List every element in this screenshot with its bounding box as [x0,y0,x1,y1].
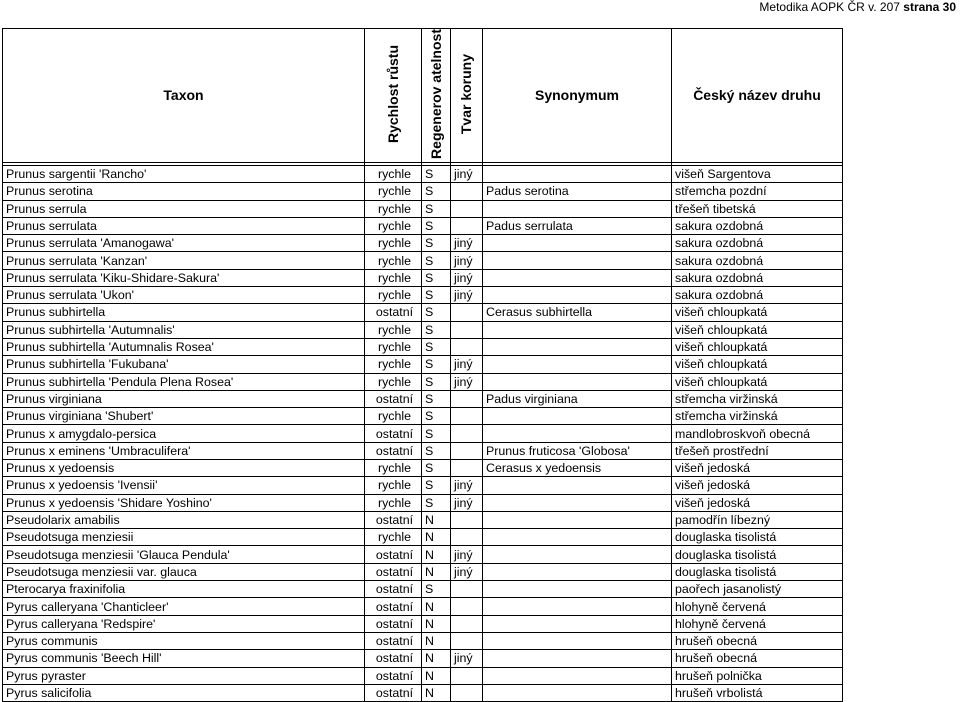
cell-regeneration: S [422,494,451,511]
column-header-czech-label: Český název druhu [693,87,821,104]
cell-regeneration: S [422,356,451,373]
cell-regeneration: S [422,338,451,355]
table-row [3,235,843,252]
cell-crown-shape: jiný [451,563,483,580]
cell-growth-rate: ostatní [365,546,422,563]
cell-regeneration: S [422,252,451,269]
cell-crown-shape: jiný [451,287,483,304]
document-title: Metodika AOPK ČR [759,0,865,14]
table-row [3,494,843,511]
cell-czech-name: třešeň prostřední [672,442,843,459]
cell-regeneration: N [422,632,451,649]
cell-czech-name: hrušeň polnička [672,667,843,684]
cell-czech-name: višeň jedoská [672,494,843,511]
cell-crown-shape [451,200,483,217]
table-row [3,217,843,234]
cell-regeneration: N [422,511,451,528]
cell-regeneration: S [422,200,451,217]
table-row [3,373,843,390]
cell-regeneration: S [422,373,451,390]
cell-czech-name: paořech jasanolistý [672,581,843,598]
table-body [3,165,843,701]
cell-growth-rate: rychle [365,165,422,182]
cell-growth-rate: rychle [365,252,422,269]
cell-synonym [483,408,672,425]
cell-taxon: Prunus virginiana [3,390,365,407]
cell-crown-shape [451,217,483,234]
cell-growth-rate: rychle [365,321,422,338]
cell-czech-name: višeň chloupkatá [672,338,843,355]
page-header [759,0,956,14]
cell-crown-shape [451,425,483,442]
cell-growth-rate: ostatní [365,304,422,321]
cell-growth-rate: rychle [365,217,422,234]
page-number: strana 30 [903,0,956,14]
cell-taxon: Prunus x amygdalo-persica [3,425,365,442]
cell-growth-rate: rychle [365,269,422,286]
table-row [3,425,843,442]
cell-taxon: Pseudotsuga menziesii var. glauca [3,563,365,580]
cell-crown-shape: jiný [451,252,483,269]
cell-regeneration: S [422,165,451,182]
cell-synonym [483,373,672,390]
cell-crown-shape [451,459,483,476]
cell-czech-name: hlohyně červená [672,615,843,632]
table-row [3,511,843,528]
cell-crown-shape [451,390,483,407]
cell-growth-rate: ostatní [365,581,422,598]
table-row [3,684,843,701]
cell-taxon: Pyrus pyraster [3,667,365,684]
cell-growth-rate: ostatní [365,684,422,701]
cell-regeneration: S [422,287,451,304]
cell-crown-shape: jiný [451,373,483,390]
cell-synonym: Padus virginiana [483,390,672,407]
cell-crown-shape: jiný [451,235,483,252]
cell-synonym [483,615,672,632]
column-header-synonym-label: Synonymum [534,87,619,104]
cell-growth-rate: ostatní [365,425,422,442]
cell-regeneration: N [422,650,451,667]
cell-crown-shape: jiný [451,650,483,667]
table-row [3,390,843,407]
cell-czech-name: střemcha viržinská [672,408,843,425]
cell-synonym [483,529,672,546]
document-version: v. 207 [868,0,900,14]
cell-synonym [483,581,672,598]
cell-synonym [483,356,672,373]
column-header-growth [365,29,422,163]
cell-czech-name: hlohyně červená [672,598,843,615]
cell-synonym [483,338,672,355]
cell-regeneration: S [422,477,451,494]
cell-taxon: Pseudolarix amabilis [3,511,365,528]
cell-regeneration: S [422,425,451,442]
cell-taxon: Prunus serrulata 'Amanogawa' [3,235,365,252]
table-row [3,408,843,425]
cell-crown-shape [451,183,483,200]
cell-regeneration: S [422,390,451,407]
cell-growth-rate: ostatní [365,650,422,667]
cell-growth-rate: rychle [365,183,422,200]
cell-synonym [483,269,672,286]
cell-growth-rate: rychle [365,200,422,217]
cell-taxon: Pyrus communis [3,632,365,649]
cell-regeneration: S [422,269,451,286]
cell-czech-name: hrušeň obecná [672,632,843,649]
table-row [3,304,843,321]
cell-regeneration: S [422,183,451,200]
cell-crown-shape [451,684,483,701]
cell-synonym [483,287,672,304]
cell-czech-name: višeň chloupkatá [672,373,843,390]
cell-crown-shape: jiný [451,494,483,511]
cell-taxon: Prunus subhirtella [3,304,365,321]
cell-synonym [483,477,672,494]
cell-synonym [483,684,672,701]
cell-czech-name: višeň chloupkatá [672,356,843,373]
cell-growth-rate: ostatní [365,511,422,528]
cell-regeneration: S [422,217,451,234]
cell-czech-name: višeň Sargentova [672,165,843,182]
cell-czech-name: višeň jedoská [672,477,843,494]
cell-taxon: Prunus x yedoensis 'Ivensii' [3,477,365,494]
cell-regeneration: S [422,459,451,476]
cell-crown-shape: jiný [451,269,483,286]
cell-taxon: Prunus subhirtella 'Pendula Plena Rosea' [3,373,365,390]
cell-growth-rate: rychle [365,338,422,355]
cell-growth-rate: ostatní [365,632,422,649]
table-row [3,563,843,580]
cell-growth-rate: ostatní [365,598,422,615]
cell-crown-shape: jiný [451,165,483,182]
table-row [3,165,843,182]
column-header-crown-label: Tvar koruny [458,53,474,135]
cell-synonym [483,563,672,580]
cell-synonym: Cerasus x yedoensis [483,459,672,476]
cell-taxon: Pterocarya fraxinifolia [3,581,365,598]
cell-czech-name: pamodřín líbezný [672,511,843,528]
cell-taxon: Prunus sargentii 'Rancho' [3,165,365,182]
cell-regeneration: N [422,615,451,632]
cell-crown-shape [451,338,483,355]
cell-synonym [483,200,672,217]
cell-synonym: Prunus fruticosa 'Globosa' [483,442,672,459]
cell-crown-shape [451,598,483,615]
table-row [3,529,843,546]
cell-growth-rate: rychle [365,494,422,511]
table-row [3,546,843,563]
cell-czech-name: višeň chloupkatá [672,304,843,321]
cell-synonym: Padus serrulata [483,217,672,234]
cell-crown-shape [451,321,483,338]
cell-synonym [483,235,672,252]
cell-taxon: Prunus serrulata [3,217,365,234]
cell-synonym: Padus serotina [483,183,672,200]
cell-regeneration: S [422,304,451,321]
cell-growth-rate: ostatní [365,563,422,580]
cell-czech-name: sakura ozdobná [672,269,843,286]
cell-taxon: Prunus serrula [3,200,365,217]
cell-growth-rate: ostatní [365,615,422,632]
table-row [3,252,843,269]
cell-synonym [483,667,672,684]
taxa-table [2,28,843,702]
column-header-growth-label: Rychlost růstu [384,44,401,143]
cell-czech-name: střemcha pozdní [672,183,843,200]
column-header-taxon-label: Taxon [163,87,204,104]
cell-synonym [483,546,672,563]
cell-regeneration: S [422,408,451,425]
table-header-row [3,29,843,163]
cell-taxon: Pyrus calleryana 'Chanticleer' [3,598,365,615]
cell-taxon: Prunus serrulata 'Ukon' [3,287,365,304]
cell-growth-rate: rychle [365,235,422,252]
table-row [3,477,843,494]
cell-taxon: Pyrus salicifolia [3,684,365,701]
cell-crown-shape: jiný [451,356,483,373]
cell-taxon: Prunus serrulata 'Kanzan' [3,252,365,269]
cell-regeneration: N [422,598,451,615]
table-row [3,321,843,338]
cell-taxon: Prunus subhirtella 'Autumnalis Rosea' [3,338,365,355]
cell-regeneration: N [422,529,451,546]
cell-taxon: Prunus virginiana 'Shubert' [3,408,365,425]
cell-synonym [483,165,672,182]
table-row [3,442,843,459]
column-header-regen [422,29,451,163]
cell-taxon: Prunus serrulata 'Kiku-Shidare-Sakura' [3,269,365,286]
cell-taxon: Prunus subhirtella 'Fukubana' [3,356,365,373]
cell-regeneration: N [422,563,451,580]
cell-crown-shape [451,632,483,649]
column-header-taxon [3,29,365,163]
column-header-crown [451,29,483,163]
cell-crown-shape [451,304,483,321]
cell-regeneration: S [422,321,451,338]
table-row [3,287,843,304]
column-header-regen-label: Regenerov atelnost [427,29,444,159]
cell-synonym [483,252,672,269]
table-row [3,200,843,217]
cell-growth-rate: ostatní [365,667,422,684]
table-row [3,356,843,373]
cell-czech-name: sakura ozdobná [672,217,843,234]
cell-crown-shape [451,581,483,598]
cell-synonym [483,321,672,338]
cell-czech-name: hrušeň obecná [672,650,843,667]
table-row [3,650,843,667]
cell-growth-rate: ostatní [365,390,422,407]
cell-czech-name: douglaska tisolistá [672,546,843,563]
cell-czech-name: douglaska tisolistá [672,529,843,546]
cell-synonym [483,598,672,615]
cell-regeneration: N [422,684,451,701]
column-header-synonym [483,29,672,163]
table-row [3,269,843,286]
cell-growth-rate: rychle [365,477,422,494]
column-header-czech [672,29,843,163]
cell-regeneration: N [422,546,451,563]
cell-synonym [483,650,672,667]
table-row [3,581,843,598]
cell-czech-name: sakura ozdobná [672,235,843,252]
cell-growth-rate: ostatní [365,442,422,459]
cell-regeneration: S [422,581,451,598]
cell-crown-shape: jiný [451,477,483,494]
cell-taxon: Prunus x yedoensis [3,459,365,476]
table-row [3,615,843,632]
cell-growth-rate: rychle [365,459,422,476]
cell-czech-name: douglaska tisolistá [672,563,843,580]
table-row [3,632,843,649]
cell-taxon: Pyrus calleryana 'Redspire' [3,615,365,632]
cell-growth-rate: rychle [365,529,422,546]
cell-regeneration: S [422,442,451,459]
cell-synonym [483,425,672,442]
cell-regeneration: N [422,667,451,684]
cell-taxon: Prunus subhirtella 'Autumnalis' [3,321,365,338]
cell-crown-shape [451,442,483,459]
cell-czech-name: střemcha viržinská [672,390,843,407]
cell-crown-shape: jiný [451,546,483,563]
cell-synonym [483,632,672,649]
cell-growth-rate: rychle [365,408,422,425]
cell-czech-name: sakura ozdobná [672,252,843,269]
cell-taxon: Prunus serotina [3,183,365,200]
table-row [3,338,843,355]
cell-taxon: Pyrus communis 'Beech Hill' [3,650,365,667]
cell-crown-shape [451,529,483,546]
cell-taxon: Pseudotsuga menziesii 'Glauca Pendula' [3,546,365,563]
table-row [3,183,843,200]
cell-taxon: Prunus x yedoensis 'Shidare Yoshino' [3,494,365,511]
cell-synonym [483,494,672,511]
cell-synonym [483,511,672,528]
cell-growth-rate: rychle [365,373,422,390]
table-row [3,598,843,615]
table-row [3,459,843,476]
cell-czech-name: třešeň tibetská [672,200,843,217]
cell-synonym: Cerasus subhirtella [483,304,672,321]
cell-crown-shape [451,667,483,684]
cell-crown-shape [451,615,483,632]
cell-regeneration: S [422,235,451,252]
cell-taxon: Prunus x eminens 'Umbraculifera' [3,442,365,459]
cell-czech-name: višeň jedoská [672,459,843,476]
cell-czech-name: hrušeň vrbolistá [672,684,843,701]
cell-czech-name: mandlobroskvoň obecná [672,425,843,442]
cell-crown-shape [451,511,483,528]
cell-growth-rate: rychle [365,356,422,373]
cell-czech-name: višeň chloupkatá [672,321,843,338]
cell-czech-name: sakura ozdobná [672,287,843,304]
cell-growth-rate: rychle [365,287,422,304]
cell-taxon: Pseudotsuga menziesii [3,529,365,546]
cell-crown-shape [451,408,483,425]
table-row [3,667,843,684]
